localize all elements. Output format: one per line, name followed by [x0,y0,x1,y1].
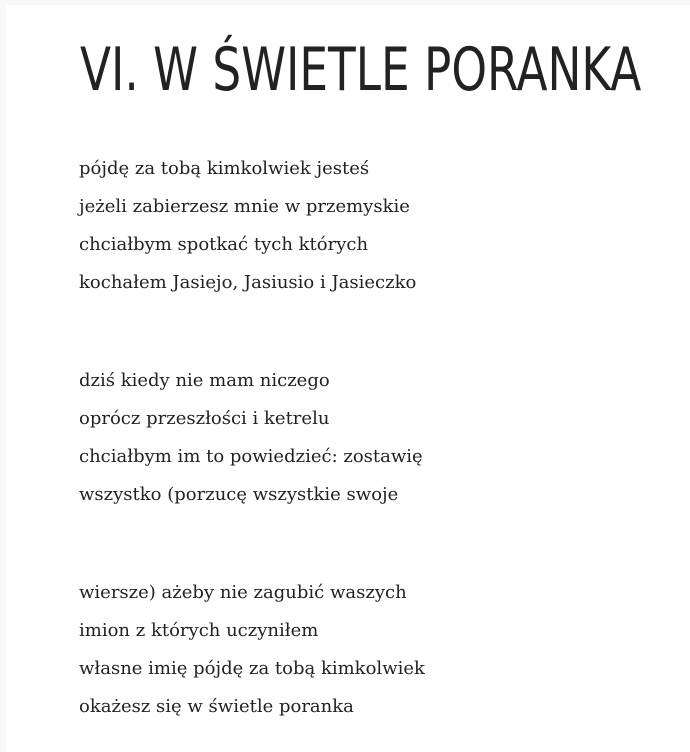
stanza-3 [79,574,669,726]
stanza-2 [79,362,669,514]
poem-line: wiersze) ażeby nie zagubić waszych [79,582,407,603]
poem-line: dziś kiedy nie mam niczego [79,370,330,391]
poem-line: chciałbym spotkać tych których [79,234,369,255]
poem-body [79,150,669,726]
poem-line: chciałbym im to powiedzieć: zostawię [79,446,423,467]
poem-line: jeżeli zabierzesz mnie w przemyskie [79,196,410,217]
poem-line: wszystko (porzucę wszystkie swoje [79,484,399,505]
stanza-1 [79,150,669,302]
page-top-edge [0,0,690,5]
poem-line: okażesz się w świetle poranka [79,696,354,717]
poem-line: własne imię pójdę za tobą kimkolwiek [79,658,425,679]
poem-line: oprócz przeszłości i ketrelu [79,408,330,429]
poem-line: pójdę za tobą kimkolwiek jesteś [79,158,370,179]
poem-line: kochałem Jasiejo, Jasiusio i Jasieczko [79,272,417,293]
poem-line: imion z których uczyniłem [79,620,319,641]
page-left-edge [0,0,6,752]
poem-title: VI. W ŚWIETLE PORANKA [80,35,642,105]
